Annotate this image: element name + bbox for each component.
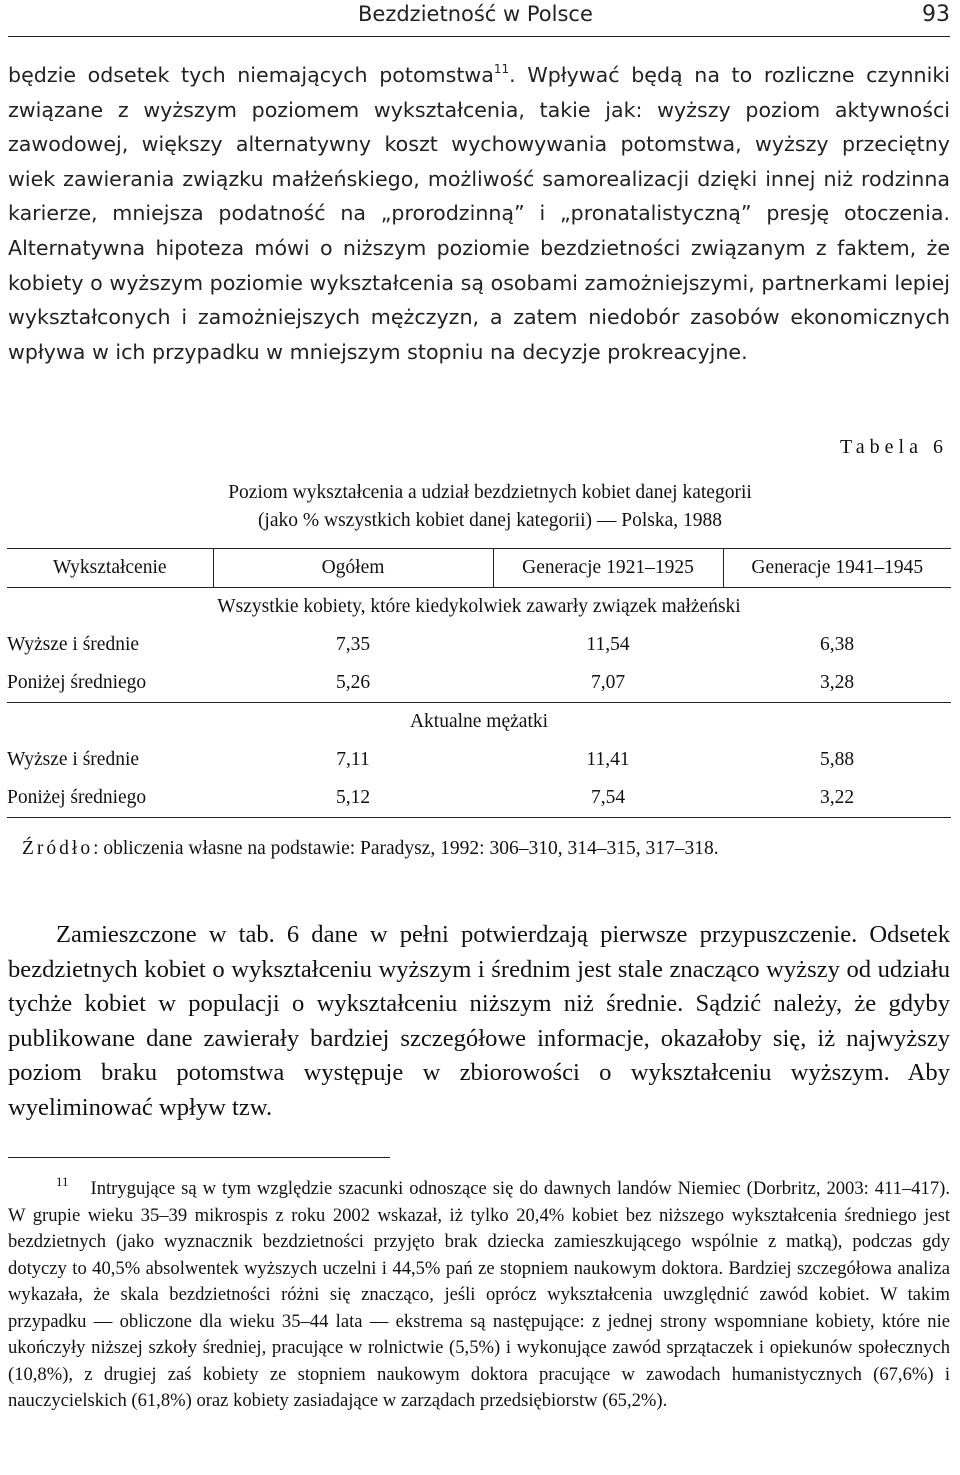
data-table xyxy=(7,548,951,818)
value-cell: 7,54 xyxy=(493,779,723,818)
table-label: Tabela 6 xyxy=(839,436,948,458)
value-cell: 5,26 xyxy=(213,664,493,703)
education-cell: Wyższe i średnie xyxy=(7,749,140,770)
section-title: Wszystkie kobiety, które kiedykolwiek zawarły związek małżeński xyxy=(217,596,741,617)
table-row xyxy=(7,664,951,703)
value-cell: 7,11 xyxy=(336,749,370,770)
paragraph-1-rest: . Wpływać będą na to rozliczne czynniki związane z wyższym poziomem wykształcenia, takie jak: wyższy poziom aktywności zawodowej, większy alternatywny koszt wychowywania potomstwa, wyższy przeciętny wiek zawierania związku małżeńskiego, możliwość samorealizacji dzięki innej niż rodzinna karierze, mniejsza podatność na „prorodzinną” i „pronatalistyczną” presję otoczenia. Alternatywna hipoteza mówi o niższym poziomie bezdzietności związanym z faktem, że kobiety o wyższym poziomie wykształcenia są osobami zamożniejszymi, partnerkami lepiej wykształconych i zamożniejszych mężczyzn, a zatem niedobór zasobów ekonomicznych wpływa w ich przypadku w mniejszym stopniu na decyzje prokreacyjne. xyxy=(8,63,950,364)
table-caption-line-1: Poziom wykształcenia a udział bezdzietnych kobiet danej kategorii xyxy=(228,482,752,503)
value-cell: 11,54 xyxy=(586,634,630,655)
footnote-divider xyxy=(8,1157,390,1158)
column-header: Wykształcenie xyxy=(7,549,213,588)
table-caption-line-2: (jako % wszystkich kobiet danej kategorii) — Polska, 1988 xyxy=(257,510,723,531)
paragraph-1-start: będzie odsetek tych niemających potomstwa xyxy=(8,63,494,87)
column-header: Generacje 1921–1925 xyxy=(493,549,723,588)
table-row xyxy=(7,779,951,818)
section-title: Aktualne mężatki xyxy=(409,711,549,732)
source-text: : obliczenia własne na podstawie: Paradysz, 1992: 306–310, 314–315, 317–318. xyxy=(93,838,719,859)
column-header: Generacje 1941–1945 xyxy=(723,549,951,588)
section-header-row xyxy=(7,703,951,742)
value-cell: 7,35 xyxy=(335,634,371,655)
table-row xyxy=(7,626,951,664)
footnote-reference[interactable]: 11 xyxy=(493,62,510,76)
running-title: Bezdzietność w Polsce xyxy=(358,2,593,26)
table-source xyxy=(22,838,719,860)
value-cell: 5,88 xyxy=(819,749,855,770)
value-cell: 11,41 xyxy=(586,749,630,770)
value-cell: 5,12 xyxy=(213,779,493,818)
value-cell: 6,38 xyxy=(819,634,855,655)
column-header: Ogółem xyxy=(213,549,493,588)
section-header-row xyxy=(7,588,951,627)
education-cell: Poniżej średniego xyxy=(7,664,213,703)
source-label: Źródło xyxy=(22,838,94,859)
table-row xyxy=(7,741,951,779)
value-cell: 7,07 xyxy=(493,664,723,703)
page-header xyxy=(8,2,950,37)
footnote-text: Intrygujące są w tym względzie szacunki odnoszące się do dawnych landów Niemiec (Dorbritz, 2003: 411–417). W grupie wieku 35–39 mikrospis z roku 2002 wskazał, iż tylko 20,4% kobiet bez niższego wykształcenia średniego jest bezdzietnych (jako wyznacznik bezdzietności przyjęto brak dziecka zamieszkującego wspólnie z matką), podczas gdy dotyczy to 40,5% absolwentek wyższych uczelni i 44,5% pań ze stopniem naukowym doktora. Bardziej szczegółowa analiza wykazała, że skala bezdzietności różni się znacząco, jeśli oprócz wykształcenia uwzględnić zawód kobiet. W takim przypadku — obliczone dla wieku 35–44 lata — ekstrema są następujące: z jednej strony wspomniane kobiety, które nie ukończyły niższej szkoły średniej, pracujące w rolnictwie (5,5%) i wykonujące zawód sprzątaczek i opiekunów społecznych (10,8%), z drugiej zaś kobiety ze stopniem naukowym doktora pracujące w zawodach humanistycznych (67,6%) i nauczycielskich (61,8%) oraz kobiety zasiadające w zarządach przedsiębiorstw (65,2%). xyxy=(8,1178,950,1411)
body-paragraph-1 xyxy=(8,58,950,369)
education-cell: Poniżej średniego xyxy=(7,779,213,818)
footnote-11: 11 Intrygujące są w tym względzie szacunki odnoszące się do dawnych landów Niemiec (Dorbritz, 2003: 411–417). W grupie wieku 35–39 mikrospis z roku 2002 wskazał, iż tylko 20,4% kobiet bez niższego wykształcenia średniego jest bezdzietnych (jako wyznacznik bezdzietności przyjęto brak dziecka zamieszkującego wspólnie z matką), podczas gdy dotyczy to 40,5% absolwentek wyższych uczelni i 44,5% pań ze stopniem naukowym doktora. Bardziej szczegółowa analiza wykazała, że skala bezdzietności różni się znacząco, jeśli oprócz wykształcenia uwzględnić zawód kobiet. W takim przypadku — obliczone dla wieku 35–44 lata — ekstrema są następujące: z jednej strony wspomniane kobiety, które nie ukończyły niższej szkoły średniej, pracujące w rolnictwie (5,5%) i wykonujące zawód sprzątaczek i opiekunów społecznych (10,8%), z drugiej zaś kobiety ze stopniem naukowym doktora pracujące w zawodach humanistycznych (67,6%) i nauczycielskich (61,8%) oraz kobiety zasiadające w zarządach przedsiębiorstw (65,2%). xyxy=(8,1174,950,1411)
paragraph-2-text: Zamieszczone w tab. 6 dane w pełni potwierdzają pierwsze przypuszczenie. Odsetek bezdzietnych kobiet o wykształceniu wyższym i średnim jest stale znacząco wyższy od udziału tychże kobiet w populacji o wykształceniu niższym niż średnie. Sądzić należy, że gdyby publikowane dane zawierały bardziej szczegółowe informacje, okazałoby się, iż najwyższy poziom braku potomstwa występuje w zbiorowości o wykształceniu wyższym. Aby wyeliminować wpływ tzw. xyxy=(8,921,950,1121)
value-cell: 3,28 xyxy=(723,664,951,703)
body-paragraph-2 xyxy=(8,918,950,1126)
page-number: 93 xyxy=(922,2,950,27)
education-cell: Wyższe i średnie xyxy=(7,634,140,655)
value-cell: 3,22 xyxy=(723,779,951,818)
table-header-row xyxy=(7,549,951,588)
table-caption xyxy=(130,479,850,535)
